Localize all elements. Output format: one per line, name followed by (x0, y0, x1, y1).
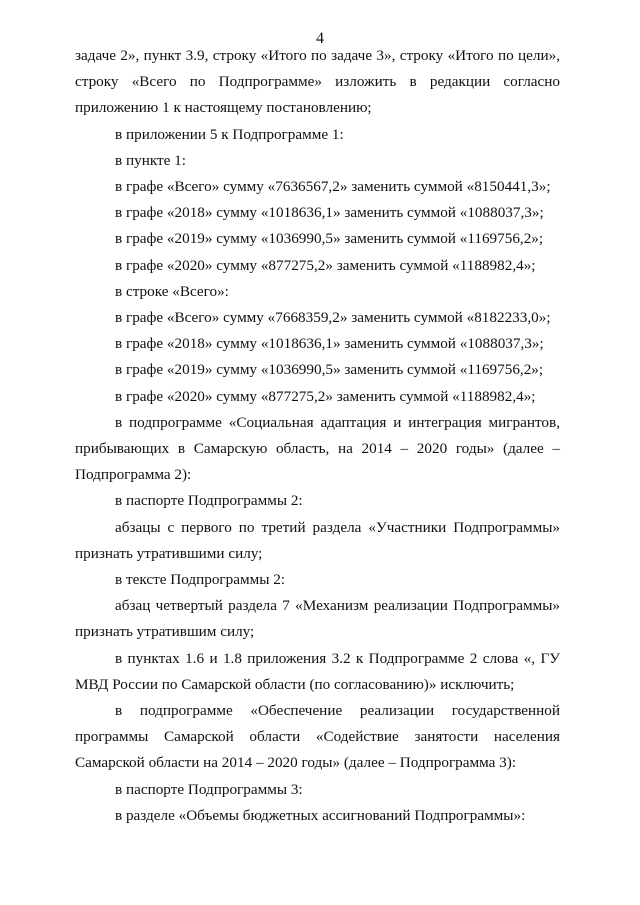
paragraph-text-2: в тексте Подпрограммы 2: (115, 571, 286, 589)
document-body (75, 43, 560, 829)
paragraph-subprogram-3: в подпрограмме «Обеспечение реализации государственной программы Самарской области «Содействие занятости населения Самарской области на 2014 – 2020 годы» (далее – Подпрограмма 3): (75, 702, 560, 772)
paragraph-points-1-6-1-8: в пунктах 1.6 и 1.8 приложения 3.2 к Подпрограмме 2 слова «, ГУ МВД России по Самарской области (по согласованию)» исключить; (75, 649, 560, 693)
paragraph-row-total-total: в графе «Всего» сумму «7668359,2» заменить суммой «8182233,0»; (115, 309, 551, 327)
paragraph-participants-void: абзацы с первого по третий раздела «Участники Подпрограммы» признать утратившими силу; (75, 518, 560, 562)
paragraph-subprogram-2: в подпрограмме «Социальная адаптация и интеграция мигрантов, прибывающих в Самарскую область, на 2014 – 2020 годы» (далее – Подпрограмма 2): (75, 413, 560, 484)
paragraph-passport-3: в паспорте Подпрограммы 3: (115, 780, 303, 798)
paragraph-budget-section: в разделе «Объемы бюджетных ассигнований Подпрограммы»: (115, 806, 526, 824)
paragraph-continuation: задаче 2», пункт 3.9, строку «Итого по задаче 3», строку «Итого по цели», строку «Всего по Подпрограмме» изложить в редакции согласно приложению 1 к настоящему постановлению; (75, 47, 560, 117)
paragraph-point-1-2020: в графе «2020» сумму «877275,2» заменить суммой «1188982,4»; (115, 256, 536, 274)
paragraph-appendix-5: в приложении 5 к Подпрограмме 1: (115, 125, 344, 143)
paragraph-point-1-2019: в графе «2019» сумму «1036990,5» заменить суммой «1169756,2»; (115, 230, 544, 248)
paragraph-passport-2: в паспорте Подпрограммы 2: (115, 492, 303, 510)
paragraph-row-total-2018: в графе «2018» сумму «1018636,1» заменить суммой «1088037,3»; (115, 335, 544, 353)
paragraph-row-total-2020: в графе «2020» сумму «877275,2» заменить суммой «1188982,4»; (115, 387, 536, 405)
paragraph-point-1-2018: в графе «2018» сумму «1018636,1» заменить суммой «1088037,3»; (115, 204, 544, 222)
paragraph-mechanism-void: абзац четвертый раздела 7 «Механизм реализации Подпрограммы» признать утратившим силу; (75, 597, 560, 641)
paragraph-point-1-total: в графе «Всего» сумму «7636567,2» заменить суммой «8150441,3»; (115, 178, 551, 196)
page-number: 4 (316, 30, 324, 47)
paragraph-row-total: в строке «Всего»: (115, 282, 229, 300)
paragraph-row-total-2019: в графе «2019» сумму «1036990,5» заменить суммой «1169756,2»; (115, 361, 544, 379)
paragraph-point-1: в пункте 1: (115, 151, 186, 169)
